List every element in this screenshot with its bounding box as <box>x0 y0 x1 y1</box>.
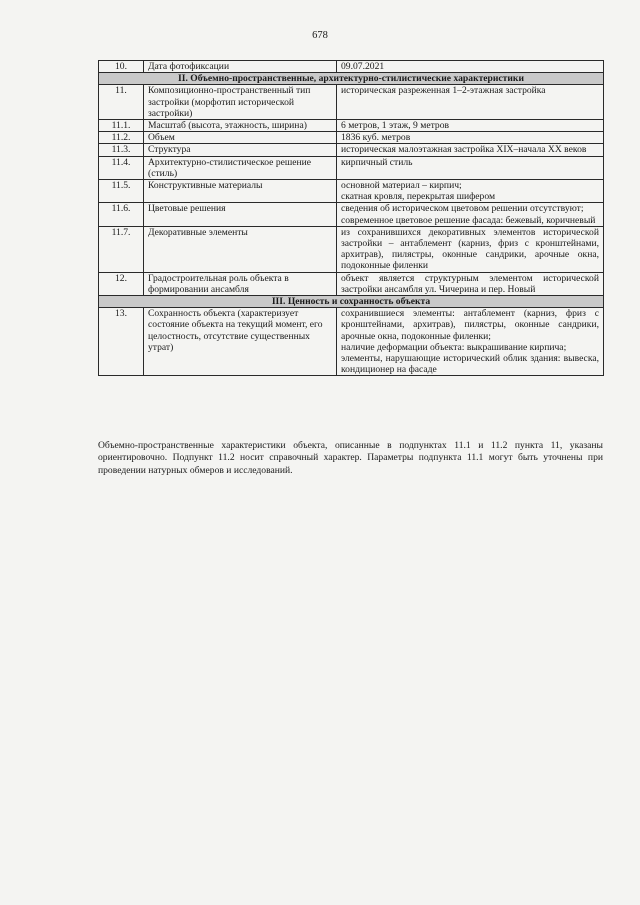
value-line: историческая малоэтажная застройка XIX–начала XX веков <box>341 144 587 156</box>
table-row <box>99 132 604 144</box>
row-value <box>337 144 604 156</box>
value-line: 6 метров, 1 этаж, 9 метров <box>341 120 450 132</box>
value-line: элементы, нарушающие исторический облик здания: вывеска, кондиционер на фасаде <box>341 353 599 376</box>
row-value <box>337 156 604 179</box>
row-value <box>337 272 604 295</box>
row-value <box>337 85 604 120</box>
value-line: кирпичный стиль <box>341 156 413 168</box>
row-value <box>337 120 604 132</box>
table-row <box>99 203 604 226</box>
value-line: наличие деформации объекта: выкрашивание кирпича; <box>341 341 567 353</box>
row-label: Дата фотофиксации <box>144 61 337 73</box>
row-number: 11.1. <box>99 120 144 132</box>
table-row <box>99 156 604 179</box>
row-number: 12. <box>99 272 144 295</box>
table-body <box>99 61 604 376</box>
table-row <box>99 144 604 156</box>
footnote <box>98 440 603 477</box>
row-number: 13. <box>99 308 144 376</box>
value-line: 09.07.2021 <box>341 61 385 72</box>
object-characteristics-table <box>98 60 604 376</box>
row-value <box>337 132 604 144</box>
value-line: историческая разреженная 1–2-этажная застройка <box>341 85 546 97</box>
table-row <box>99 120 604 132</box>
section-title: II. Объемно-пространственные, архитектурно-стилистические характеристики <box>99 73 604 85</box>
row-label: Структура <box>144 144 337 156</box>
row-number: 10. <box>99 61 144 73</box>
row-label: Градостроительная роль объекта в формировании ансамбля <box>144 272 337 295</box>
table-row <box>99 226 604 272</box>
value-line: сохранившиеся элементы: антаблемент (карниз, фриз с кронштейнами, архитрав), пилястры, оконные сандрики, арочные окна, подоконные филенки; <box>341 308 599 342</box>
row-label: Масштаб (высота, этажность, ширина) <box>144 120 337 132</box>
section-header <box>99 73 604 85</box>
table-row <box>99 308 604 376</box>
row-label: Сохранность объекта (характеризует состояние объекта на текущий момент, его целостность, отсутствие существенных утрат) <box>144 308 337 376</box>
section-header <box>99 296 604 308</box>
row-value <box>337 308 604 376</box>
value-line: современное цветовое решение фасада: бежевый, коричневый <box>341 214 596 226</box>
row-value <box>337 61 604 73</box>
table-row <box>99 180 604 203</box>
row-number: 11.7. <box>99 226 144 272</box>
row-label: Конструктивные материалы <box>144 180 337 203</box>
section-title: III. Ценность и сохранность объекта <box>99 296 604 308</box>
value-line: объект является структурным элементом исторической застройки ансамбля ул. Чичерина и пер. Новый <box>341 272 599 295</box>
value-line: сведения об историческом цветовом решении отсутствуют; <box>341 203 584 215</box>
table-row <box>99 61 604 73</box>
row-label: Цветовые решения <box>144 203 337 226</box>
row-number: 11.2. <box>99 132 144 144</box>
row-value <box>337 226 604 272</box>
table-row <box>99 85 604 120</box>
row-number: 11.6. <box>99 203 144 226</box>
row-number: 11. <box>99 85 144 120</box>
value-line: основной материал – кирпич; <box>341 180 462 192</box>
row-number: 11.4. <box>99 156 144 179</box>
row-number: 11.3. <box>99 144 144 156</box>
page-number: 678 <box>312 30 328 41</box>
row-label: Декоративные элементы <box>144 226 337 272</box>
row-number: 11.5. <box>99 180 144 203</box>
row-value <box>337 180 604 203</box>
row-label: Архитектурно-стилистическое решение (стиль) <box>144 156 337 179</box>
row-label: Объем <box>144 132 337 144</box>
footnote-text: Объемно-пространственные характеристики объекта, описанные в подпунктах 11.1 и 11.2 пункта 11, указаны ориентировочно. Подпункт 11.2 носит справочный характер. Параметры подпункта 11.1 могут быть уточнены при проведении натурных обмеров и исследований. <box>98 440 603 476</box>
value-line: из сохранившихся декоративных элементов исторической застройки – антаблемент (карниз, фриз с кронштейнами, архитрав), пилястры, оконные сандрики, арочные окна, подоконные филенки <box>341 226 599 272</box>
value-line: скатная кровля, перекрытая шифером <box>341 191 496 203</box>
table-row <box>99 272 604 295</box>
row-value <box>337 203 604 226</box>
row-label: Композиционно-пространственный тип застройки (морфотип исторической застройки) <box>144 85 337 120</box>
value-line: 1836 куб. метров <box>341 132 411 144</box>
